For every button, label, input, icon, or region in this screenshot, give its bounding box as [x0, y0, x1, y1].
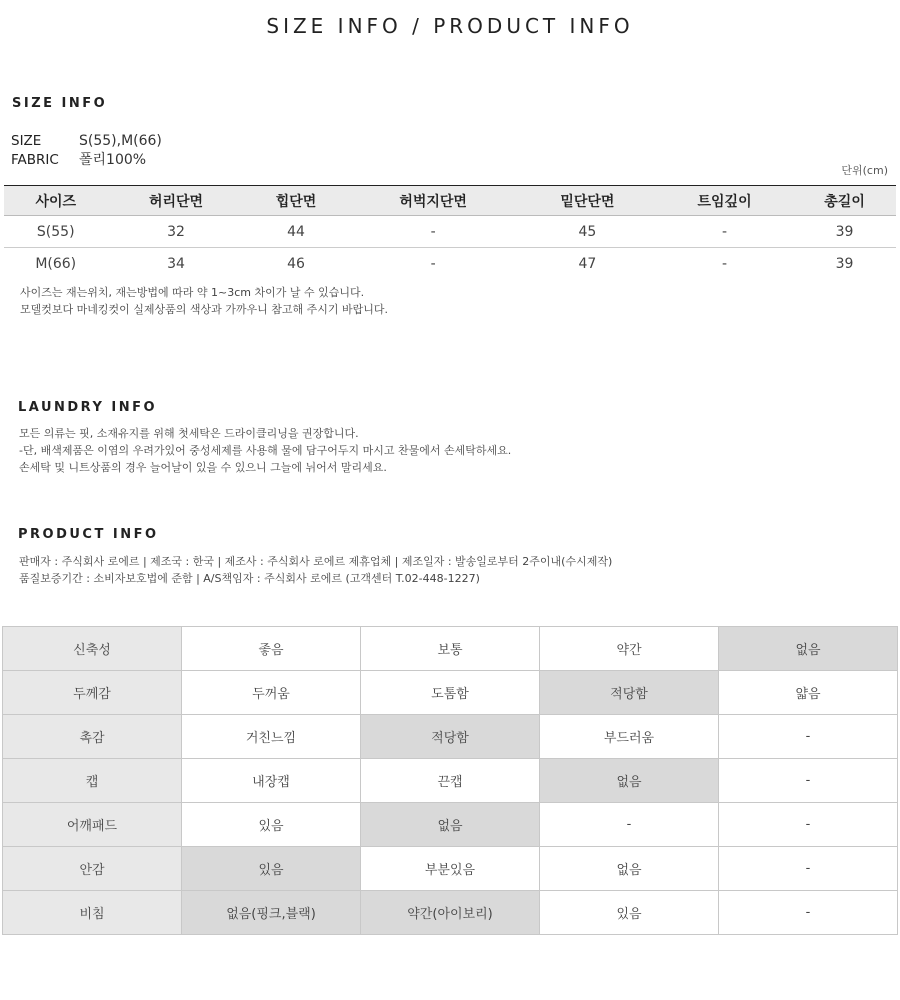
unit-label: 단위(cm)	[841, 164, 888, 177]
fabric-option: -	[719, 759, 898, 803]
table-cell: 32	[107, 216, 244, 248]
fabric-option: 얇음	[719, 671, 898, 715]
fabric-option-selected: 없음	[361, 803, 540, 847]
fabric-option-selected: 약간(아이보리)	[361, 891, 540, 935]
fabric-label: FABRIC	[11, 152, 59, 168]
fabric-row	[3, 759, 898, 803]
fabric-option: -	[719, 715, 898, 759]
fabric-row-label: 촉감	[3, 715, 182, 759]
fabric-option: 약간	[540, 627, 719, 671]
table-cell: -	[347, 216, 518, 248]
fabric-row	[3, 627, 898, 671]
table-cell: 39	[835, 255, 854, 272]
fabric-row	[3, 715, 898, 759]
fabric-row-label: 캡	[3, 759, 182, 803]
product-line: 판매자 : 주식회사 로에르 | 제조국 : 한국 | 제조사 : 주식회사 로에르 제휴업체 | 제조일자 : 발송일로부터 2주이내(수시제작)	[19, 555, 613, 568]
table-row	[4, 248, 896, 280]
fabric-option: 있음	[182, 803, 361, 847]
size-value: S(55),M(66)	[79, 133, 162, 149]
fabric-row-label: 안감	[3, 847, 182, 891]
fabric-option: -	[719, 891, 898, 935]
fabric-option: 끈캡	[361, 759, 540, 803]
column-header: 트임깊이	[656, 186, 793, 216]
laundry-line: -단, 배색제품은 이염의 우려가있어 중성세제를 사용해 물에 담구어두지 마시고 찬물에서 손세탁하세요.	[19, 444, 512, 457]
fabric-row	[3, 847, 898, 891]
fabric-row-label: 어깨패드	[3, 803, 182, 847]
product-info-heading: PRODUCT INFO	[18, 527, 159, 542]
note-line: 사이즈는 재는위치, 재는방법에 따라 약 1~3cm 차이가 날 수 있습니다.	[20, 286, 365, 299]
table-cell: -	[722, 255, 728, 272]
column-header: 사이즈	[4, 186, 107, 216]
size-spec-row	[11, 133, 162, 149]
fabric-option: 있음	[540, 891, 719, 935]
fabric-row	[3, 803, 898, 847]
fabric-option: -	[540, 803, 719, 847]
column-header: 허벅지단면	[347, 186, 518, 216]
table-cell: 47	[578, 255, 597, 272]
fabric-property-table	[2, 626, 898, 935]
table-cell: 46	[287, 255, 305, 272]
fabric-row	[3, 671, 898, 715]
table-cell: 44	[245, 216, 348, 248]
fabric-option-selected: 적당함	[361, 715, 540, 759]
fabric-option-selected: 없음	[540, 759, 719, 803]
fabric-spec-row	[11, 149, 146, 169]
table-cell: 39	[793, 216, 896, 248]
fabric-row-label: 비침	[3, 891, 182, 935]
fabric-option: 거친느낌	[182, 715, 361, 759]
size-table-header	[4, 186, 896, 216]
fabric-option: 두꺼움	[182, 671, 361, 715]
fabric-option: 부분있음	[361, 847, 540, 891]
table-cell: M(66)	[35, 255, 77, 272]
fabric-row-label: 신축성	[3, 627, 182, 671]
fabric-option: 보통	[361, 627, 540, 671]
size-info-heading: SIZE INFO	[12, 96, 108, 111]
size-table	[4, 185, 896, 280]
fabric-option: -	[719, 803, 898, 847]
fabric-row-label: 두께감	[3, 671, 182, 715]
laundry-line: 손세탁 및 니트상품의 경우 늘어날이 있을 수 있으니 그늘에 뉘어서 말리세요.	[19, 461, 387, 474]
column-header: 밑단단면	[519, 186, 656, 216]
size-notes	[20, 284, 388, 318]
product-line: 품질보증기간 : 소비자보호법에 준함 | A/S책임자 : 주식회사 로에르 (고객센터 T.02-448-1227)	[19, 572, 480, 585]
laundry-notes	[19, 425, 511, 476]
product-notes	[19, 553, 612, 587]
column-header: 허리단면	[107, 186, 244, 216]
table-cell: S(55)	[4, 216, 107, 248]
fabric-row	[3, 891, 898, 935]
fabric-option-selected: 적당함	[540, 671, 719, 715]
fabric-option-selected: 없음(핑크,블랙)	[182, 891, 361, 935]
fabric-option-selected: 있음	[182, 847, 361, 891]
size-label: SIZE	[11, 133, 42, 149]
fabric-option: 부드러움	[540, 715, 719, 759]
laundry-info-heading: LAUNDRY INFO	[18, 400, 158, 415]
table-cell: -	[430, 255, 436, 272]
fabric-value: 폴리100%	[79, 152, 147, 168]
fabric-option: 내장캡	[182, 759, 361, 803]
laundry-line: 모든 의류는 핏, 소재유지를 위해 첫세탁은 드라이클리닝을 권장합니다.	[19, 427, 359, 440]
fabric-option: 없음	[540, 847, 719, 891]
page-title: SIZE INFO / PRODUCT INFO	[266, 14, 634, 38]
fabric-option: -	[719, 847, 898, 891]
table-row	[4, 216, 896, 248]
table-cell: 34	[167, 255, 185, 272]
fabric-option-selected: 없음	[719, 627, 898, 671]
column-header: 총길이	[793, 186, 896, 216]
fabric-option: 도톰함	[361, 671, 540, 715]
table-cell: -	[656, 216, 793, 248]
column-header: 힙단면	[245, 186, 348, 216]
table-cell: 45	[519, 216, 656, 248]
fabric-option: 좋음	[182, 627, 361, 671]
note-line: 모델컷보다 마네킹컷이 실제상품의 색상과 가까우니 참고해 주시기 바랍니다.	[20, 303, 389, 316]
